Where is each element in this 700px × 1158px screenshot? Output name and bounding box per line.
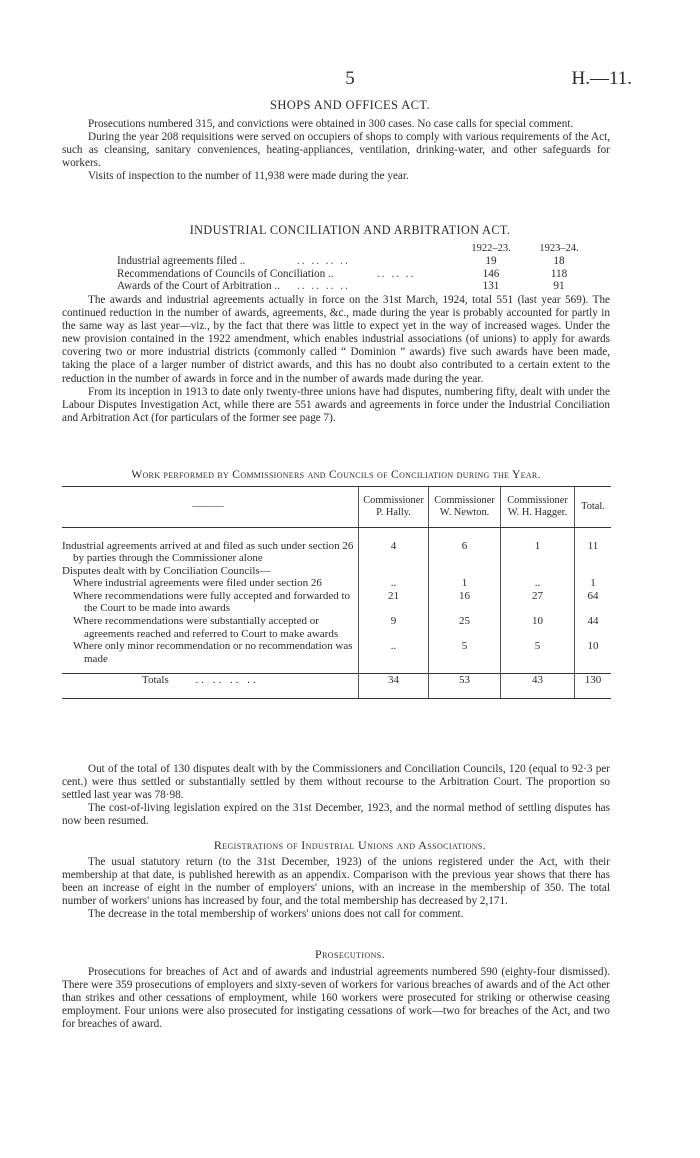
blank-header: ——— xyxy=(62,487,359,528)
page-number: 5 xyxy=(345,68,355,89)
cell: 130 xyxy=(575,673,612,698)
registrations-heading: Registrations of Industrial Unions and Associations. xyxy=(213,838,487,852)
column-header: Total. xyxy=(575,487,612,528)
cell: 34 xyxy=(359,673,429,698)
column-header xyxy=(359,487,429,528)
paragraph: During the year 208 requisitions were served on occupiers of shops to comply with various requirements of the Act, such as cleansing, sanitary conveniences, heating-appliances, ventilation, drinking-water, and other safeguards for workers. xyxy=(62,131,610,170)
stats-row xyxy=(62,280,610,292)
cell: 10 xyxy=(575,640,612,665)
cell: 1 xyxy=(575,577,612,590)
table-row xyxy=(62,590,611,615)
work-table-title: Work performed by Commissioners and Councils of Conciliation during the Year. xyxy=(131,468,541,481)
stats-label: Awards of the Court of Arbitration .. xyxy=(117,279,281,292)
prosecutions-text xyxy=(62,966,610,1031)
leader-dots: .. .. .. .. xyxy=(195,673,259,686)
stats-value: 91 xyxy=(553,279,565,292)
cell: 44 xyxy=(575,615,612,640)
row-label: Where industrial agreements were filed under section 26 xyxy=(73,577,322,590)
stats-label: Industrial agreements filed .. xyxy=(117,255,246,268)
row-label: Where only minor recommendation or no recommendation was made xyxy=(73,640,353,665)
industrial-stats xyxy=(62,243,610,292)
paragraph: The cost-of-living legislation expired on the 31st December, 1923, and the normal method of settling disputes has now been resumed. xyxy=(62,802,610,828)
cell: .. xyxy=(359,577,429,590)
cell: 16 xyxy=(429,590,501,615)
cell: 5 xyxy=(501,640,575,665)
cell xyxy=(575,565,612,578)
prosecutions-heading: Prosecutions. xyxy=(315,947,385,961)
cell: 27 xyxy=(501,590,575,615)
paragraph: Out of the total of 130 disputes dealt with by the Commissioners and Conciliation Councils, 120 (equal to 92·3 per cent.) were thus settled or substantially settled by them without recourse to the Arbitration Court. The proportion so settled last year was 78·98. xyxy=(62,763,610,802)
column-header-line: Commissioner xyxy=(434,495,495,506)
cell: 11 xyxy=(575,540,612,565)
paragraph: The usual statutory return (to the 31st December, 1923) of the unions registered under the Act, with their membership at that date, is published herewith as an appendix. Comparison with the previous year shows that there has been an increase of eight in the number of employers' unions, with an increase in the membership of 350. The total number of workers' unions has increased by four, and the total membership has decreased by 2,171. xyxy=(62,856,610,908)
paragraph: The awards and industrial agreements actually in force on the 31st March, 1924, total 551 (last year 569). The continued reduction in the number of awards, agreements, &c., made during the year is probably accounted for partly in the same way as last year—viz., by the fact that there was little to expect yet in the way of increased wages. Under the new provision contained in the 1922 amendment, which enables industrial associations (of unions) to apply for awards covering two or more industrial districts (commonly called “ Dominion ” awards) five such awards have been made, taking the place of a larger number of district awards, and this has no doubt also contributed to a certain extent to the reduction in the number of awards in force and in the number of awards made during the year. xyxy=(62,294,610,385)
cell: 4 xyxy=(359,540,429,565)
cell xyxy=(359,565,429,578)
cell: 53 xyxy=(429,673,501,698)
cell xyxy=(429,565,501,578)
cell: 21 xyxy=(359,590,429,615)
paragraph: The decrease in the total membership of workers' unions does not call for comment. xyxy=(88,908,464,921)
paragraph: From its inception in 1913 to date only twenty-three unions have had disputes, numbering fifty, dealt with under the Labour Disputes Investigation Act, while there are 551 awards and agreements in force under the Industrial Conciliation and Arbitration Act (for particulars of the former see page 7). xyxy=(62,385,610,424)
row-label: Disputes dealt with by Conciliation Councils— xyxy=(62,564,271,577)
column-header-line: Commissioner xyxy=(363,495,424,506)
stats-header-row xyxy=(62,243,610,255)
table-row xyxy=(62,577,611,590)
work-table xyxy=(62,486,611,699)
after-table-text xyxy=(62,763,610,828)
cell: 10 xyxy=(501,615,575,640)
stats-value: 19 xyxy=(485,255,497,268)
stats-row xyxy=(62,255,610,267)
stats-value: 131 xyxy=(482,279,500,292)
cell: 9 xyxy=(359,615,429,640)
paragraph: Visits of inspection to the number of 11,938 were made during the year. xyxy=(88,170,409,183)
stats-value: 146 xyxy=(482,267,500,280)
row-label: Industrial agreements arrived at and filed as such under section 26 by parties through the Commissioner alone xyxy=(62,539,354,565)
column-header-line: W. H. Hagger. xyxy=(507,507,568,518)
totals-label: Totals xyxy=(142,673,169,686)
table-row xyxy=(62,615,611,640)
cell: 1 xyxy=(501,540,575,565)
cell xyxy=(501,565,575,578)
column-header xyxy=(429,487,501,528)
cell: 6 xyxy=(429,540,501,565)
paragraph: Prosecutions for breaches of Act and of awards and industrial agreements numbered 590 (eighty-four dismissed). There were 359 prosecutions of employers and sixty-seven of workers for various breaches of awards and of the Act other than strikes and other cessations of employment, while 160 workers were prosecuted for striking or otherwise ceasing employment. Four unions were also prosecuted for instigating cessations of work—two for breaches of the Act, and two for breaches of award. xyxy=(62,966,610,1031)
industrial-heading: INDUSTRIAL CONCILIATION AND ARBITRATION ACT. xyxy=(189,223,511,237)
row-label: Where recommendations were substantially accepted or agreements reached and referred to Court to make awards xyxy=(73,615,339,640)
leader-dots: .. .. .. .. xyxy=(297,255,350,268)
leader-dots: .. .. .. xyxy=(377,267,416,280)
table-row xyxy=(62,565,611,578)
stats-label: Recommendations of Councils of Conciliation .. xyxy=(117,267,334,280)
column-header-line: P. Hally. xyxy=(376,507,411,518)
column-header-line: W. Newton. xyxy=(439,507,490,518)
cell: 1 xyxy=(429,577,501,590)
cell: .. xyxy=(359,640,429,665)
registrations-text xyxy=(62,856,610,921)
leader-dots: .. .. .. .. xyxy=(297,279,350,292)
year-header: 1922–23. xyxy=(471,243,511,254)
row-label: Where recommendations were fully accepted and forwarded to the Court to be made into awards xyxy=(73,589,351,615)
cell: 64 xyxy=(575,590,612,615)
table-header-row xyxy=(62,487,611,528)
page-reference: H.—11. xyxy=(571,68,632,89)
cell: .. xyxy=(501,577,575,590)
column-header-line: Commissioner xyxy=(507,495,568,506)
column-header xyxy=(501,487,575,528)
table-row xyxy=(62,540,611,565)
industrial-text xyxy=(62,294,610,425)
shops-heading: SHOPS AND OFFICES ACT. xyxy=(269,98,430,112)
stats-row xyxy=(62,268,610,280)
paragraph: Prosecutions numbered 315, and convictions were obtained in 300 cases. No case calls for special comment. xyxy=(88,118,574,130)
totals-row xyxy=(62,673,611,698)
cell: 25 xyxy=(429,615,501,640)
stats-value: 18 xyxy=(553,255,565,268)
table-row xyxy=(62,640,611,665)
shops-text xyxy=(62,118,610,183)
cell: 5 xyxy=(429,640,501,665)
cell: 43 xyxy=(501,673,575,698)
stats-value: 118 xyxy=(550,267,568,280)
year-header: 1923–24. xyxy=(539,243,579,254)
